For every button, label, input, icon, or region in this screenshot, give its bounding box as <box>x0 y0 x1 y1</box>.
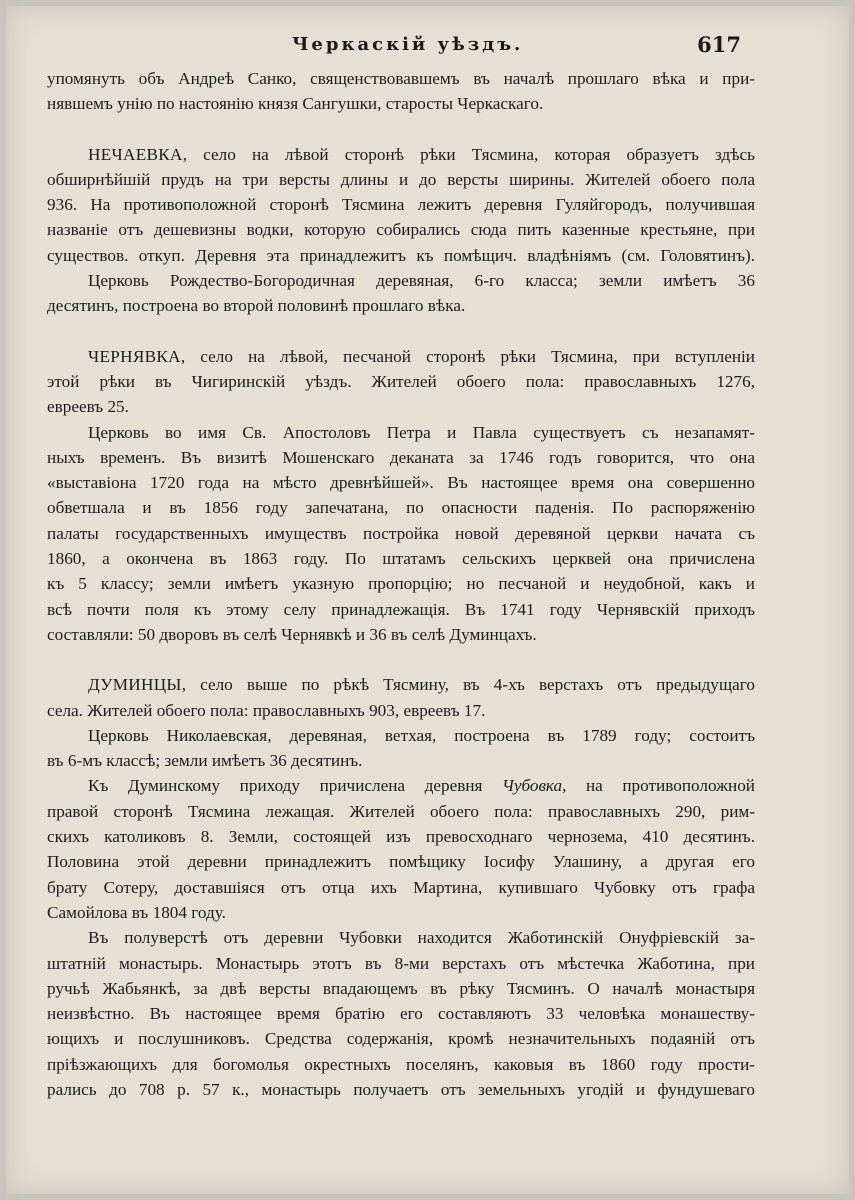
text-line <box>47 672 755 697</box>
text-line: села. Жителей обоего пола: православныхъ 903, евреевъ 17. <box>47 700 486 720</box>
entry-heading: ДУМИНЦЫ <box>88 675 182 695</box>
text-line <box>47 142 755 167</box>
text-line: Церковь во имя Св. Апостоловъ Петра и Павла существуетъ съ незапамят- <box>88 422 755 442</box>
text-line: существов. откуп. Деревня эта принадлежитъ къ помѣщич. владѣніямъ (см. Головятинъ). <box>47 245 755 265</box>
text-line: названіе отъ дешевизны водки, которую собирались сюда пить казенные крестьяне, при <box>47 220 755 240</box>
text-line: этой рѣки въ Чигиринскій уѣздъ. Жителей обоего пола: православныхъ 1276, <box>47 371 755 391</box>
text-line: Въ полуверстѣ отъ деревни Чубовки находится Жаботинскій Онуфріевскій за- <box>88 928 755 948</box>
text-line: упомянуть объ Андреѣ Санко, священствовавшемъ въ началѣ прошлаго вѣка и при- <box>47 69 755 88</box>
village-name-chubovka: Чубовка <box>501 776 563 796</box>
text-line: Церковь Рождество-Богородичная деревяная, 6-го класса; земли имѣетъ 36 <box>88 271 755 291</box>
entry-heading: НЕЧАЕВКА <box>88 144 183 164</box>
text-line: 936. На противоположной сторонѣ Тясмина лежитъ деревня Гуляйгородъ, получившая <box>47 195 755 215</box>
text-line: ющихъ и послушниковъ. Средства содержанія, кромѣ незначительныхъ подаяній отъ <box>47 1029 755 1049</box>
text-line: евреевъ 25. <box>47 397 129 417</box>
document-page <box>6 6 849 1194</box>
text-line: палаты государственныхъ имуществъ постройка новой деревяной церкви начата съ <box>47 523 755 543</box>
text-line: 1860, а окончена въ 1863 году. По штатамъ сельскихъ церквей она причислена <box>47 549 755 569</box>
text-line: всѣ почти поля къ этому селу принадлежащія. Въ 1741 году Чернявскій приходъ <box>47 599 755 619</box>
text-line <box>47 344 755 369</box>
entry-heading: ЧЕРНЯВКА <box>88 346 181 366</box>
text-line: обширнѣйшій прудъ на три версты длины и до версты ширины. Жителей обоего пола <box>47 169 755 189</box>
text-line: къ 5 классу; земли имѣетъ указную пропорцію; но песчаной и неудобной, какъ и <box>47 574 755 594</box>
paragraph-continuation <box>47 66 755 117</box>
text-line: составляли: 50 дворовъ въ селѣ Чернявкѣ и 36 въ селѣ Думинцахъ. <box>47 624 537 644</box>
text-line: «выставіона 1720 года на мѣсто древнѣйшей». Въ настоящее время она совершенно <box>47 473 755 493</box>
text-line: обветшала и въ 1856 году запечатана, по опасности паденія. По распоряженію <box>47 498 755 518</box>
text-line: нявшемъ унію по настоянію князя Сангушки, старосты Черкаскаго. <box>47 94 544 114</box>
text-line <box>47 773 755 798</box>
text-line: неизвѣстно. Въ настоящее время братію его составляютъ 33 человѣка монашеству- <box>47 1004 755 1024</box>
entry-chernyavka <box>47 344 755 648</box>
text-line: Самойлова въ 1804 году. <box>47 902 226 922</box>
text-line: ручьѣ Жабьянкѣ, за двѣ версты впадающемъ въ рѣку Тясминъ. О началѣ монастыря <box>47 978 755 998</box>
text-line: Половина этой деревни принадлежитъ помѣщику Іосифу Улашину, а другая его <box>47 852 755 872</box>
running-head: Черкаскій уѣздъ. <box>292 34 524 55</box>
text-fragment: , село выше по рѣкѣ Тясмину, въ 4-хъ верстахъ отъ предыдущаго <box>181 675 755 695</box>
text-line: Церковь Николаевская, деревяная, ветхая, построена въ 1789 году; состоитъ <box>88 725 755 745</box>
body-text <box>47 66 755 1102</box>
entry-nechaevka <box>47 142 755 319</box>
text-fragment: , село на лѣвой сторонѣ рѣки Тясмина, которая образуетъ здѣсь <box>182 144 755 164</box>
text-line: брату Сотеру, доставшіяся отъ отца ихъ Мартина, купившаго Чубовку отъ графа <box>47 877 755 897</box>
text-line: скихъ католиковъ 8. Земли, состоящей изъ превосходнаго чернозема, 410 десятинъ. <box>47 827 755 847</box>
text-fragment: , на противоположной <box>562 776 755 796</box>
text-line: штатній монастырь. Монастырь этотъ въ 8-ми верстахъ отъ мѣстечка Жаботина, при <box>47 953 755 973</box>
text-fragment: Къ Думинскому приходу причислена деревня <box>88 776 502 796</box>
entry-dumintsy <box>47 672 755 1102</box>
text-line: десятинъ, построена во второй половинѣ прошлаго вѣка. <box>47 296 466 316</box>
page-header <box>6 30 849 60</box>
page-number: 617 <box>697 32 741 57</box>
text-line: правой сторонѣ Тясмина лежащая. Жителей обоего пола: православныхъ 290, рим- <box>47 801 755 821</box>
text-line: въ 6-мъ классѣ; земли имѣетъ 36 десятинъ. <box>47 751 363 771</box>
text-line: пріѣзжающихъ для богомолья окрестныхъ поселянъ, каковыя въ 1860 году прости- <box>47 1054 755 1074</box>
text-line: ныхъ временъ. Въ визитѣ Мошенскаго деканата за 1746 годъ говорится, что она <box>47 447 755 467</box>
text-fragment: , село на лѣвой, песчаной сторонѣ рѣки Тясмина, при вступленіи <box>180 346 755 366</box>
text-line: рались до 708 р. 57 к., монастырь получаетъ отъ земельныхъ угодій и фундушеваго <box>47 1079 755 1099</box>
